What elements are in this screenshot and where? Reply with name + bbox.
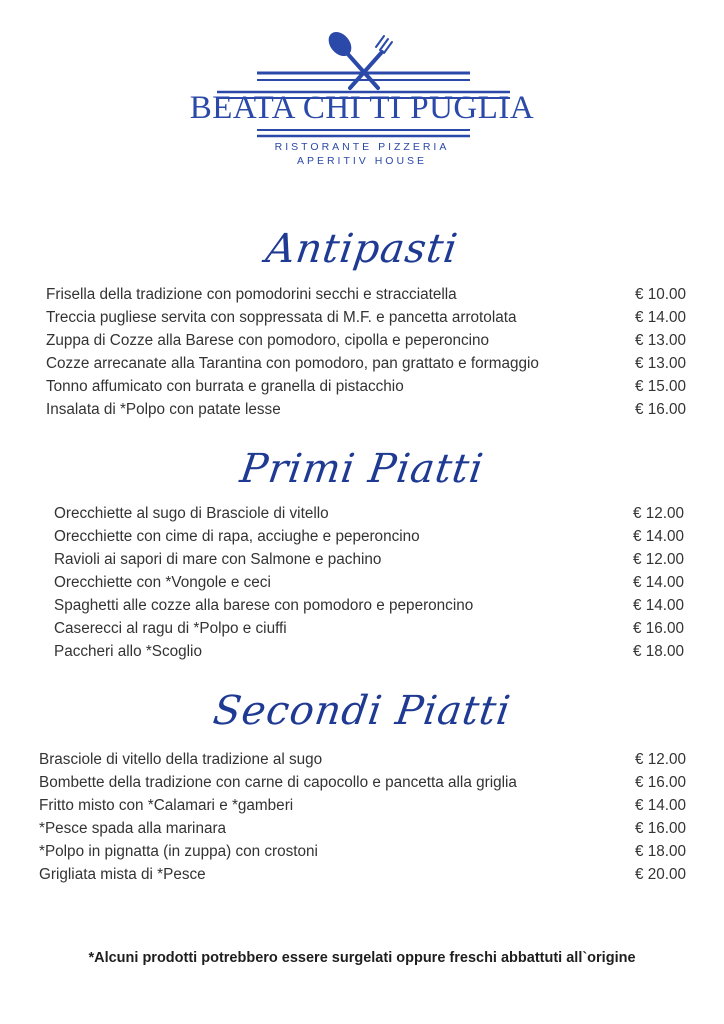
- item-price: € 20.00: [634, 866, 686, 883]
- brand-tagline-1: RISTORANTE PIZZERIA: [274, 141, 450, 153]
- item-price: € 14.00: [632, 574, 684, 591]
- item-price: € 16.00: [634, 401, 686, 418]
- item-price: € 16.00: [634, 820, 686, 837]
- item-name: Fritto misto con *Calamari e *gamberi: [39, 797, 294, 814]
- menu-list-primi: [54, 505, 684, 666]
- item-name: Zuppa di Cozze alla Barese con pomodoro, cipolla e peperoncino: [46, 332, 490, 349]
- menu-item: [54, 620, 684, 643]
- footnote: *Alcuni prodotti potrebbero essere surgelati oppure freschi abbattuti all`origine: [88, 950, 636, 966]
- menu-item: [39, 751, 686, 774]
- menu-item: [46, 286, 686, 309]
- section-title-antipasti: Antipasti: [263, 226, 461, 272]
- item-price: € 14.00: [632, 597, 684, 614]
- menu-item: [39, 820, 686, 843]
- item-price: € 14.00: [634, 797, 686, 814]
- item-name: Ravioli ai sapori di mare con Salmone e pachino: [54, 551, 382, 568]
- item-name: Tonno affumicato con burrata e granella di pistacchio: [46, 378, 404, 395]
- item-name: Insalata di *Polpo con patate lesse: [46, 401, 281, 418]
- menu-item: [54, 643, 684, 666]
- item-name: *Polpo in pignatta (in zuppa) con crostoni: [39, 843, 318, 860]
- item-price: € 10.00: [634, 286, 686, 303]
- menu-item: [46, 401, 686, 424]
- section-title-secondi: Secondi Piatti: [210, 688, 514, 734]
- item-price: € 12.00: [634, 751, 686, 768]
- menu-item: [46, 309, 686, 332]
- section-title-primi: Primi Piatti: [237, 446, 487, 492]
- item-name: Paccheri allo *Scoglio: [54, 643, 202, 660]
- brand-name: BEATA CHI TI PUGLIA: [189, 90, 535, 126]
- item-name: Spaghetti alle cozze alla barese con pomodoro e peperoncino: [54, 597, 474, 614]
- item-price: € 14.00: [634, 309, 686, 326]
- item-name: Grigliata mista di *Pesce: [39, 866, 206, 883]
- item-name: Cozze arrecanate alla Tarantina con pomodoro, pan grattato e formaggio: [46, 355, 539, 372]
- item-name: Orecchiette al sugo di Brasciole di vitello: [54, 505, 329, 522]
- item-price: € 18.00: [632, 643, 684, 660]
- menu-item: [46, 355, 686, 378]
- item-price: € 15.00: [634, 378, 686, 395]
- menu-item: [54, 574, 684, 597]
- item-price: € 13.00: [634, 355, 686, 372]
- item-name: Bombette della tradizione con carne di capocollo e pancetta alla griglia: [39, 774, 517, 791]
- menu-item: [46, 332, 686, 355]
- item-name: Frisella della tradizione con pomodorini secchi e stracciatella: [46, 286, 457, 303]
- menu-item: [39, 797, 686, 820]
- item-name: *Pesce spada alla marinara: [39, 820, 227, 837]
- item-price: € 12.00: [632, 551, 684, 568]
- item-name: Caserecci al ragu di *Polpo e ciuffi: [54, 620, 287, 637]
- brand-tagline-2: APERITIV HOUSE: [296, 155, 428, 167]
- menu-item: [54, 551, 684, 574]
- menu-item: [54, 597, 684, 620]
- item-price: € 18.00: [634, 843, 686, 860]
- menu-list-antipasti: [46, 286, 686, 424]
- item-name: Brasciole di vitello della tradizione al sugo: [39, 751, 323, 768]
- menu-item: [54, 528, 684, 551]
- item-name: Treccia pugliese servita con soppressata di M.F. e pancetta arrotolata: [46, 309, 517, 326]
- menu-item: [54, 505, 684, 528]
- menu-item: [46, 378, 686, 401]
- menu-item: [39, 843, 686, 866]
- item-name: Orecchiette con *Vongole e ceci: [54, 574, 271, 591]
- item-price: € 12.00: [632, 505, 684, 522]
- item-price: € 13.00: [634, 332, 686, 349]
- item-price: € 16.00: [632, 620, 684, 637]
- item-price: € 16.00: [634, 774, 686, 791]
- menu-list-secondi: [39, 751, 686, 889]
- menu-item: [39, 774, 686, 797]
- item-price: € 14.00: [632, 528, 684, 545]
- item-name: Orecchiette con cime di rapa, acciughe e peperoncino: [54, 528, 420, 545]
- menu-item: [39, 866, 686, 889]
